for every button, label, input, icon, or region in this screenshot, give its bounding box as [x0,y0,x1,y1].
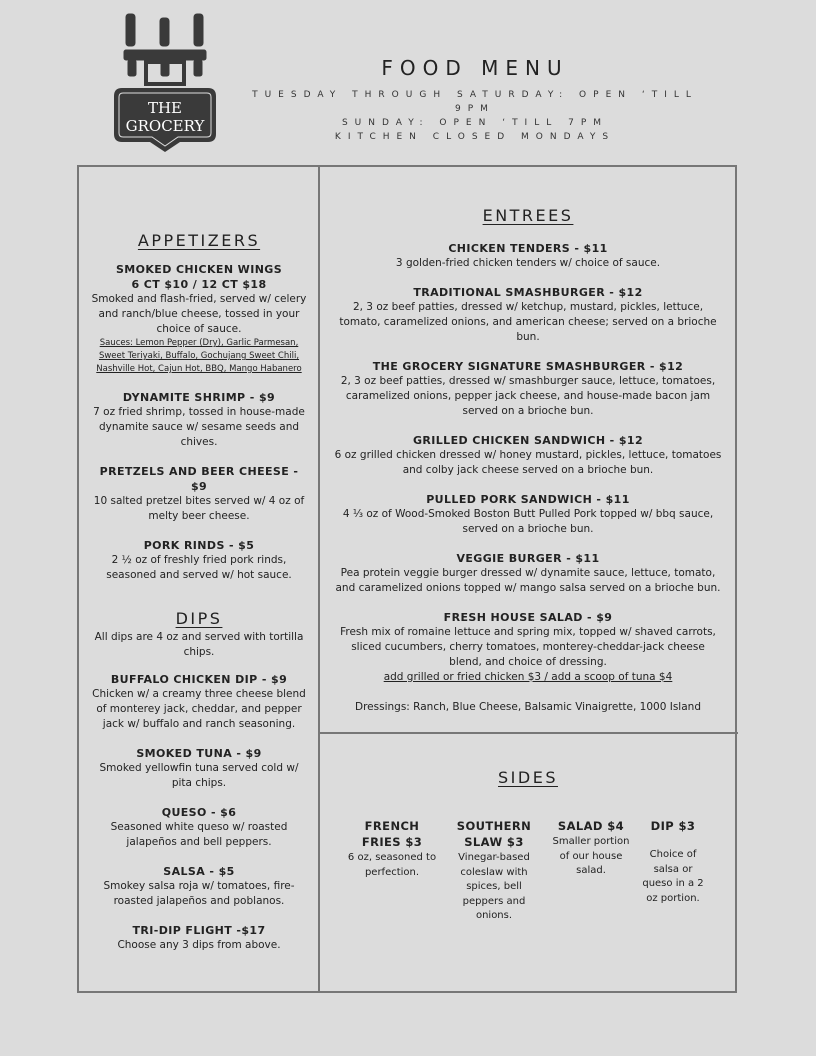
item-description: 7 oz fried shrimp, tossed in house-made dynamite sauce w/ sesame seeds and chives. [93,406,305,448]
item-description: Seasoned white queso w/ roasted jalapeños and bell peppers. [110,821,288,848]
left-column [90,233,308,967]
item-description: 2, 3 oz beef patties, dressed w/ smashburger sauce, lettuce, tomatoes, caramelized onions, pepper jack cheese, and house-made bacon jam served on a brioche bun. [340,375,716,417]
menu-item [334,551,722,596]
the-grocery-logo [110,12,220,154]
item-name: SOUTHERN SLAW $3 [456,819,532,849]
menu-item [90,262,308,376]
item-name: PRETZELS AND BEER CHEESE - $9 [99,465,299,493]
menu-item [334,610,722,685]
item-name: PORK RINDS - $5 [143,539,255,552]
menu-item [90,390,308,450]
entrees-title: ENTREES [482,206,574,225]
item-description: Smokey salsa roja w/ tomatoes, fire-roasted jalapeños and poblanos. [103,880,295,907]
item-name: PULLED PORK SANDWICH - $11 [426,493,630,506]
item-name: TRI-DIP FLIGHT -$17 [132,924,266,937]
item-name: SALSA - $5 [163,865,235,878]
sauce-list: Sauces: Lemon Pepper (Dry), Garlic Parmesan, Sweet Teriyaki, Buffalo, Gochujang Sweet Chili, Nashville Hot, Cajun Hot, BBQ, Mango Habanero [96,338,302,374]
item-description: Smoked yellowfin tuna served cold w/ pita chips. [99,762,299,789]
item-name: SMOKED TUNA - $9 [136,747,262,760]
item-name: FRESH HOUSE SALAD - $9 [443,611,613,624]
item-name: VEGGIE BURGER - $11 [456,552,600,565]
item-name: SMOKED CHICKEN WINGS [115,263,283,276]
item-description: 6 oz, seasoned to perfection. [347,852,437,878]
hours-line-1: TUESDAY THROUGH SATURDAY: OPEN ‘TILL 9PM [252,90,698,114]
sides-title: SIDES [498,768,558,787]
logo-text-line2: GROCERY [125,117,205,135]
sides-divider [319,732,738,734]
appetizers-title: APPETIZERS [137,231,261,250]
menu-item [90,538,308,583]
dressings-list: Dressings: Ranch, Blue Cheese, Balsamic Vinaigrette, 1000 Island [355,701,701,713]
item-description: Smoked and flash-fried, served w/ celery and ranch/blue cheese, tossed in your choice of sauce. [91,293,307,335]
menu-item [90,464,308,524]
menu-item [90,864,308,909]
item-description: Vinegar-based coleslaw with spices, bell peppers and onions. [458,852,530,921]
menu-item [334,433,722,478]
beer-tap-icon [124,14,206,84]
item-description: Choose any 3 dips from above. [117,939,281,951]
dips-title: DIPS [175,609,223,628]
menu-item [90,923,308,953]
item-name: QUESO - $6 [161,806,237,819]
item-description: 4 ⅓ oz of Wood-Smoked Boston Butt Pulled Pork topped w/ bbq sauce, served on a brioche bun. [342,508,714,535]
item-name: DIP $3 [650,819,696,833]
item-description: 3 golden-fried chicken tenders w/ choice of sauce. [395,257,661,269]
logo-text-line1: THE [147,99,183,117]
item-description: 2, 3 oz beef patties, dressed w/ ketchup, mustard, pickles, lettuce, tomato, caramelized onions, and american cheese; served on a brioche bun. [339,301,717,343]
menu-item [90,672,308,732]
menu-item [334,285,722,345]
page-title: FOOD MENU [381,56,569,80]
item-name: GRILLED CHICKEN SANDWICH - $12 [412,434,644,447]
item-description: 6 oz grilled chicken dressed w/ honey mustard, pickles, lettuce, tomatoes and colby jack cheese served on a brioche bun. [334,449,722,476]
menu-item [334,359,722,419]
side-item [446,818,542,924]
dips-intro-text: All dips are 4 oz and served with tortilla chips. [94,631,304,658]
item-name: BUFFALO CHICKEN DIP - $9 [110,673,288,686]
item-name: THE GROCERY SIGNATURE SMASHBURGER - $12 [372,360,684,373]
sides-header [334,770,722,799]
salad-addon: add grilled or fried chicken $3 / add a scoop of tuna $4 [383,671,673,683]
item-description: 2 ½ oz of freshly fried pork rinds, seasoned and served w/ hot sauce. [106,554,292,581]
column-divider [318,165,320,993]
menu-header [240,56,710,144]
item-description: Smaller portion of our house salad. [552,836,630,876]
item-description: Choice of salsa or queso in a 2 oz portion. [642,849,704,904]
entrees-column [334,208,722,715]
side-item [346,818,438,880]
item-description: Fresh mix of romaine lettuce and spring mix, topped w/ shaved carrots, sliced cucumbers, cherry tomatoes, monterey-cheddar-jack cheese blend, and choice of dressing. [340,626,716,668]
hours-line-3: KITCHEN CLOSED MONDAYS [334,132,616,142]
item-description: 10 salted pretzel bites served w/ 4 oz of melty beer cheese. [93,495,305,522]
menu-item [334,492,722,537]
side-item [551,818,631,879]
item-price: 6 CT $10 / 12 CT $18 [131,278,267,291]
item-description: Pea protein veggie burger dressed w/ dynamite sauce, lettuce, tomato, and caramelized onions topped w/ mango salsa served on a brioche bun. [335,567,721,594]
menu-item [90,746,308,791]
menu-item [90,805,308,850]
item-name: DYNAMITE SHRIMP - $9 [122,391,276,404]
item-name: CHICKEN TENDERS - $11 [448,242,608,255]
hours-line-2: SUNDAY: OPEN ‘TILL 7PM [341,118,609,128]
item-name: SALAD $4 [557,819,625,833]
dips-intro [90,630,308,660]
menu-item [334,241,722,271]
item-name: FRENCH FRIES $3 [361,819,423,849]
item-name: TRADITIONAL SMASHBURGER - $12 [413,286,643,299]
item-description: Chicken w/ a creamy three cheese blend of monterey jack, cheddar, and pepper jack w/ buffalo and ranch seasoning. [92,688,306,730]
side-item [638,818,708,906]
